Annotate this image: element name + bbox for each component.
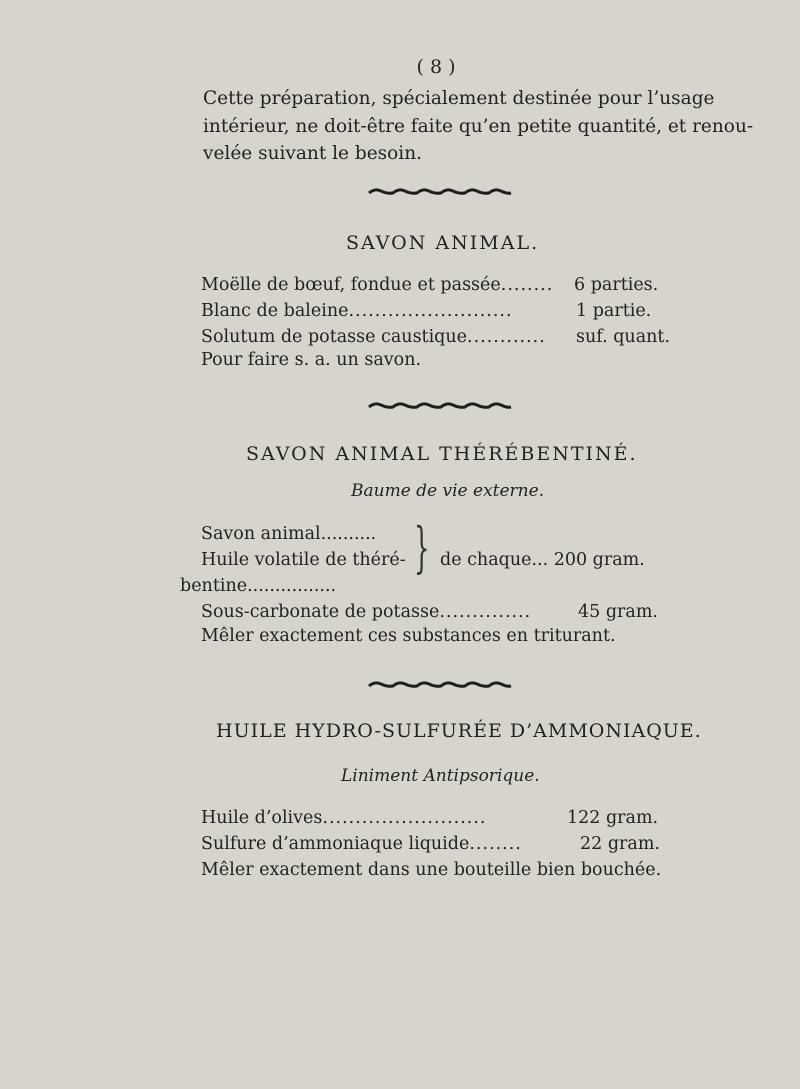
closing-line: Mêler exactement dans une bouteille bien bouchée. [201,860,662,880]
recipe-row [201,808,486,828]
section-subtitle: Liniment Antipsorique. [341,766,540,786]
intro-line-1: Cette préparation, spécialement destinée pour l’usage [203,88,715,109]
ornament-divider [367,187,513,197]
ingredient-label: Moëlle de bœuf, fondue et passée [201,275,501,295]
leader-dots: ........ [500,275,554,295]
page-number: ( 8 ) [416,56,456,78]
recipe-row [201,602,531,622]
intro-line-3: velée suivant le besoin. [203,143,423,164]
section-title: SAVON ANIMAL THÉRÉBENTINÉ. [246,443,638,465]
ingredient-label: Sous-carbonate de potasse [201,602,440,622]
brace-symbol: } [414,516,430,579]
leader-dots: ......................... [348,301,513,321]
closing-line: Pour faire s. a. un savon. [201,350,422,370]
leader-dots: ......................... [322,808,487,828]
ornament-divider [367,680,513,690]
brace-line: Savon animal.......... [201,524,377,544]
ingredient-quantity: 45 gram. [578,602,658,622]
leader-dots: ............ [467,327,546,347]
recipe-row [201,834,522,854]
recipe-row [201,327,546,347]
ingredient-label: Sulfure d’ammoniaque liquide [201,834,470,854]
ingredient-quantity: 22 gram. [580,834,660,854]
ingredient-label: Blanc de baleine [201,301,349,321]
leader-dots: ........ [469,834,522,854]
leader-dots: .............. [439,602,532,622]
ingredient-quantity: 6 parties. [574,275,659,295]
ingredient-quantity: 1 partie. [576,301,652,321]
recipe-row [201,275,553,295]
section-subtitle: Baume de vie externe. [351,481,545,501]
ingredient-quantity: 122 gram. [567,808,659,828]
ingredient-quantity: suf. quant. [576,327,671,347]
recipe-row [201,301,513,321]
section-title: HUILE HYDRO-SULFURÉE D’AMMONIAQUE. [216,720,702,742]
ingredient-label: Solutum de potasse caustique [201,327,468,347]
brace-quantity: de chaque... 200 gram. [440,550,645,570]
brace-line: bentine................ [180,576,337,596]
section-title: SAVON ANIMAL. [346,232,540,254]
brace-line: Huile volatile de théré- [201,550,406,570]
ornament-divider [367,401,513,411]
closing-line: Mêler exactement ces substances en triturant. [201,626,616,646]
intro-line-2: intérieur, ne doit-être faite qu’en petite quantité, et renou- [203,116,754,137]
ingredient-label: Huile d’olives [201,808,323,828]
